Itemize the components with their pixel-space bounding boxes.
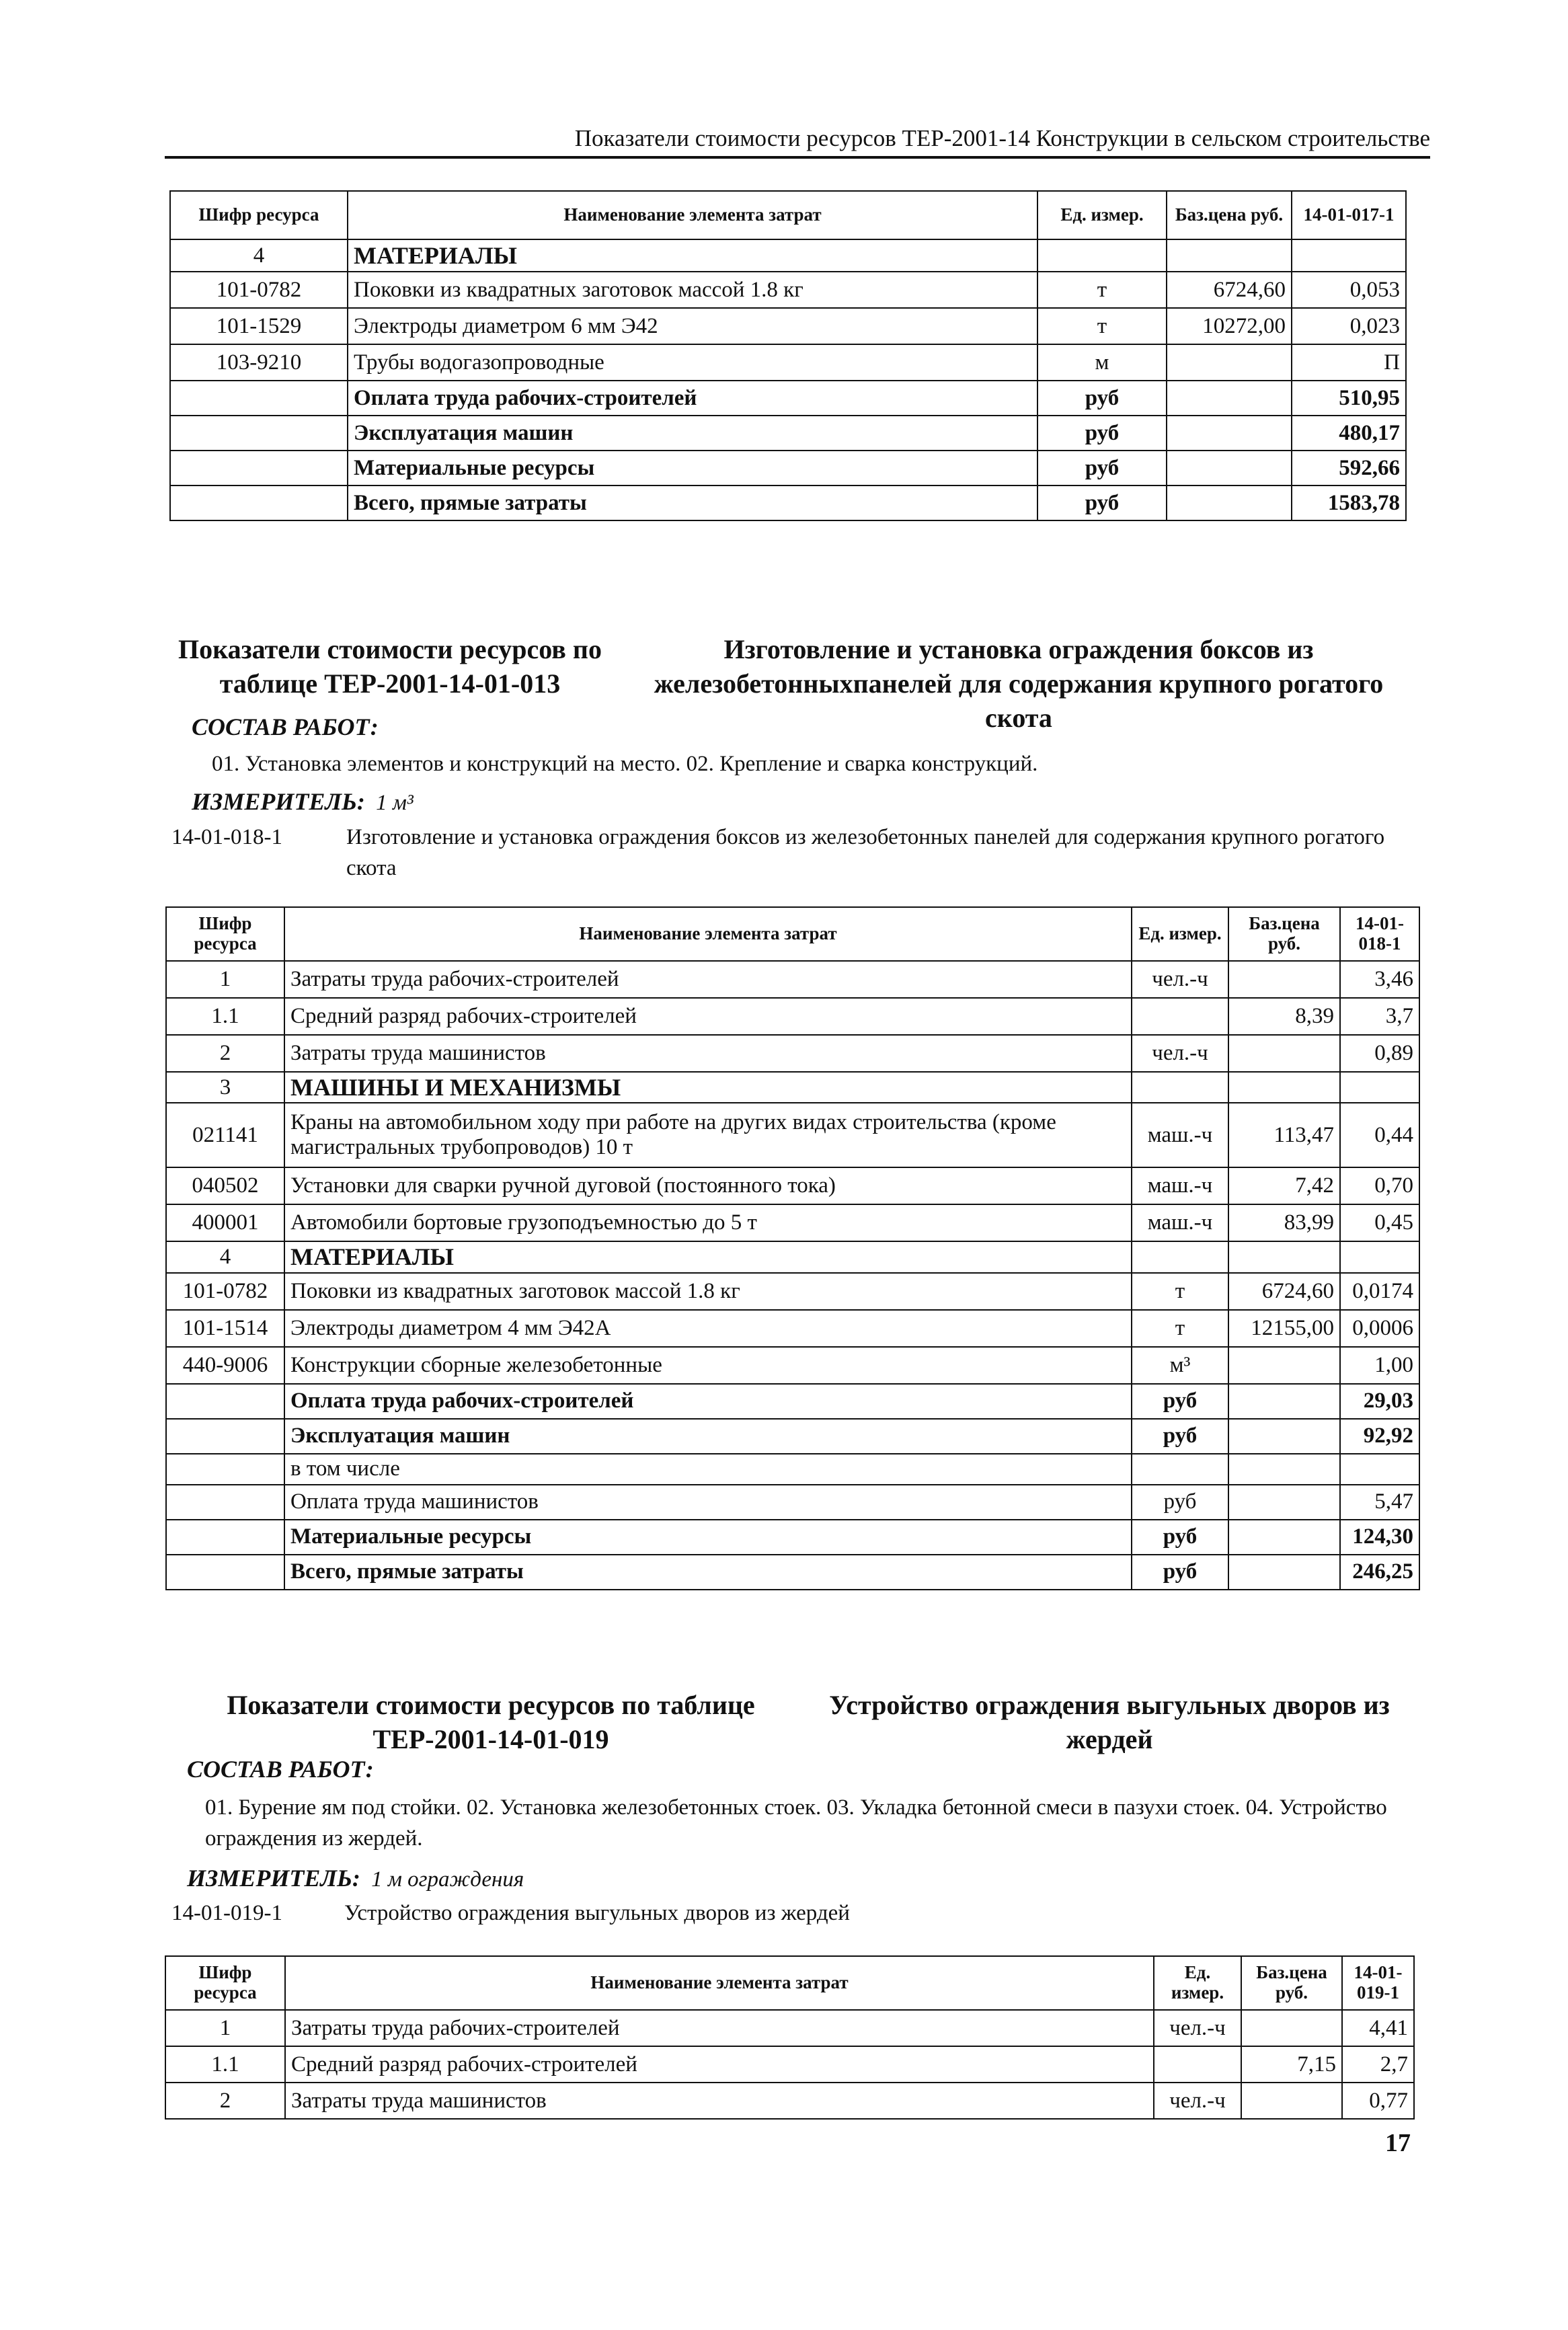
cell-code: 2 bbox=[165, 2083, 285, 2119]
cell-name: Оплата труда машинистов bbox=[284, 1485, 1132, 1520]
cell-name: Трубы водогазопроводные bbox=[348, 344, 1037, 381]
cell-value: 2,7 bbox=[1342, 2046, 1414, 2083]
cell-price bbox=[1228, 1347, 1340, 1384]
meter-value: 1 м ограждения bbox=[371, 1867, 524, 1892]
cell-name: в том числе bbox=[284, 1454, 1132, 1485]
cell-name: Материальные ресурсы bbox=[348, 451, 1037, 486]
cell-code: 101-0782 bbox=[166, 1273, 284, 1310]
table-row bbox=[170, 451, 1406, 486]
cell-price: 12155,00 bbox=[1228, 1310, 1340, 1347]
table-header-row bbox=[165, 1956, 1414, 2010]
cell-value: 0,77 bbox=[1342, 2083, 1414, 2119]
cell-unit bbox=[1132, 1454, 1228, 1485]
cell-price bbox=[1167, 486, 1292, 520]
cell-unit: руб bbox=[1037, 381, 1167, 416]
cell-unit: т bbox=[1037, 308, 1167, 344]
cell-value: 1,00 bbox=[1340, 1347, 1419, 1384]
cell-price bbox=[1228, 1384, 1340, 1419]
cell-price bbox=[1228, 1072, 1340, 1103]
cell-name: Краны на автомобильном ходу при работе на других видах строительства (кроме магистральных трубопроводов) 10 т bbox=[284, 1103, 1132, 1167]
cell-value: 0,0006 bbox=[1340, 1310, 1419, 1347]
cell-code: 3 bbox=[166, 1072, 284, 1103]
cell-price bbox=[1228, 1241, 1340, 1272]
table-row bbox=[166, 1310, 1419, 1347]
cell-price bbox=[1228, 1035, 1340, 1072]
table-row bbox=[165, 2046, 1414, 2083]
cell-name: Поковки из квадратных заготовок массой 1.8 кг bbox=[284, 1273, 1132, 1310]
header-cost-element: Наименование элемента затрат bbox=[348, 191, 1037, 239]
table-row bbox=[170, 344, 1406, 381]
cell-code: 021141 bbox=[166, 1103, 284, 1167]
cell-code: 440-9006 bbox=[166, 1347, 284, 1384]
table-row bbox=[166, 998, 1419, 1035]
cell-price bbox=[1167, 239, 1292, 272]
cell-value: 592,66 bbox=[1292, 451, 1406, 486]
cell-price bbox=[1167, 344, 1292, 381]
cell-unit: т bbox=[1132, 1273, 1228, 1310]
cell-unit bbox=[1037, 239, 1167, 272]
table-row bbox=[170, 308, 1406, 344]
cell-code bbox=[170, 486, 348, 520]
cell-unit: руб bbox=[1037, 486, 1167, 520]
cell-unit: м bbox=[1037, 344, 1167, 381]
cell-price: 7,15 bbox=[1241, 2046, 1342, 2083]
running-header: Показатели стоимости ресурсов ТЕР-2001-14 Конструкции в сельском строительстве bbox=[165, 125, 1430, 159]
cell-code: 101-0782 bbox=[170, 272, 348, 308]
cell-price bbox=[1167, 381, 1292, 416]
cell-unit bbox=[1132, 1072, 1228, 1103]
cell-code: 4 bbox=[166, 1241, 284, 1272]
cell-section-title: МАШИНЫ И МЕХАНИЗМЫ bbox=[284, 1072, 1132, 1103]
cell-code: 1 bbox=[165, 2010, 285, 2046]
table-row bbox=[165, 2083, 1414, 2119]
norm-description: Изготовление и установка ограждения боксов из железобетонных панелей для содержания крупного рогатого скота bbox=[346, 825, 1385, 881]
cell-section-title: МАТЕРИАЛЫ bbox=[348, 239, 1037, 272]
cell-name: Автомобили бортовые грузоподъемностью до 5 т bbox=[284, 1204, 1132, 1241]
cell-unit: руб bbox=[1037, 451, 1167, 486]
meter-value: 1 м³ bbox=[376, 791, 414, 815]
cell-unit: чел.-ч bbox=[1132, 961, 1228, 998]
meter-line bbox=[187, 1861, 524, 1895]
cell-price bbox=[1228, 961, 1340, 998]
norm-description: Устройство ограждения выгульных дворов из жердей bbox=[344, 1901, 850, 1925]
cell-price bbox=[1241, 2083, 1342, 2119]
norm-code: 14-01-018-1 bbox=[171, 825, 282, 849]
table-row bbox=[170, 381, 1406, 416]
cell-name: Средний разряд рабочих-строителей bbox=[285, 2046, 1154, 2083]
cell-price: 7,42 bbox=[1228, 1167, 1340, 1204]
table-header-row bbox=[170, 191, 1406, 239]
cell-name: Конструкции сборные железобетонные bbox=[284, 1347, 1132, 1384]
cell-unit: т bbox=[1132, 1310, 1228, 1347]
cell-value: 29,03 bbox=[1340, 1384, 1419, 1419]
table-row bbox=[170, 239, 1406, 272]
cell-price bbox=[1228, 1520, 1340, 1555]
cell-code bbox=[166, 1384, 284, 1419]
cell-name: Затраты труда машинистов bbox=[285, 2083, 1154, 2119]
cell-name: Установки для сварки ручной дуговой (постоянного тока) bbox=[284, 1167, 1132, 1204]
cell-name: Затраты труда рабочих-строителей bbox=[284, 961, 1132, 998]
table-row bbox=[170, 416, 1406, 451]
section-title-right: Изготовление и установка ограждения боксов из железобетонныхпанелей для содержания крупного рогатого скота bbox=[654, 634, 1384, 734]
cell-unit: маш.-ч bbox=[1132, 1167, 1228, 1204]
cell-value bbox=[1340, 1454, 1419, 1485]
cell-name: Всего, прямые затраты bbox=[284, 1555, 1132, 1590]
cell-name: Всего, прямые затраты bbox=[348, 486, 1037, 520]
cell-unit: руб bbox=[1132, 1520, 1228, 1555]
cell-unit: чел.-ч bbox=[1154, 2010, 1241, 2046]
cell-code: 2 bbox=[166, 1035, 284, 1072]
cell-code bbox=[170, 381, 348, 416]
cell-name: Электроды диаметром 4 мм Э42А bbox=[284, 1310, 1132, 1347]
header-resource-code: Шифр ресурса bbox=[170, 191, 348, 239]
cell-name: Эксплуатация машин bbox=[348, 416, 1037, 451]
meter-label: ИЗМЕРИТЕЛЬ: bbox=[187, 1865, 360, 1892]
cell-code bbox=[170, 451, 348, 486]
table-header-row bbox=[166, 907, 1419, 961]
cell-name: Электроды диаметром 6 мм Э42 bbox=[348, 308, 1037, 344]
table-row bbox=[166, 1485, 1419, 1520]
section-title-left: Показатели стоимости ресурсов по таблице ТЕР-2001-14-01-019 bbox=[227, 1690, 755, 1755]
cell-value: 510,95 bbox=[1292, 381, 1406, 416]
cell-price: 113,47 bbox=[1228, 1103, 1340, 1167]
table-row bbox=[166, 1241, 1419, 1272]
cell-price bbox=[1228, 1454, 1340, 1485]
cell-price bbox=[1228, 1555, 1340, 1590]
meter-line bbox=[192, 785, 414, 818]
table-row bbox=[165, 2010, 1414, 2046]
table-row bbox=[166, 1520, 1419, 1555]
cell-code bbox=[166, 1454, 284, 1485]
cell-price: 6724,60 bbox=[1228, 1273, 1340, 1310]
cell-name: Поковки из квадратных заготовок массой 1.8 кг bbox=[348, 272, 1037, 308]
cell-unit: чел.-ч bbox=[1132, 1035, 1228, 1072]
cell-name: Затраты труда рабочих-строителей bbox=[285, 2010, 1154, 2046]
cell-unit: маш.-ч bbox=[1132, 1204, 1228, 1241]
cell-code bbox=[170, 416, 348, 451]
table-row bbox=[170, 272, 1406, 308]
cell-code: 101-1514 bbox=[166, 1310, 284, 1347]
cell-value bbox=[1340, 1241, 1419, 1272]
table-row bbox=[166, 1273, 1419, 1310]
cell-value: 92,92 bbox=[1340, 1419, 1419, 1454]
table-row bbox=[170, 486, 1406, 520]
cell-value: 480,17 bbox=[1292, 416, 1406, 451]
works-heading: СОСТАВ РАБОТ: bbox=[187, 1756, 374, 1783]
cell-code: 101-1529 bbox=[170, 308, 348, 344]
header-cost-element: Наименование элемента затрат bbox=[284, 907, 1132, 961]
cell-unit: руб bbox=[1132, 1384, 1228, 1419]
table-row bbox=[166, 1454, 1419, 1485]
table-row bbox=[166, 1555, 1419, 1590]
cell-code: 4 bbox=[170, 239, 348, 272]
cell-name: Оплата труда рабочих-строителей bbox=[348, 381, 1037, 416]
table-row bbox=[166, 1204, 1419, 1241]
cell-name: Оплата труда рабочих-строителей bbox=[284, 1384, 1132, 1419]
cell-price: 83,99 bbox=[1228, 1204, 1340, 1241]
meter-label: ИЗМЕРИТЕЛЬ: bbox=[192, 788, 365, 815]
table-row bbox=[166, 1035, 1419, 1072]
cell-value: 4,41 bbox=[1342, 2010, 1414, 2046]
cell-value bbox=[1340, 1072, 1419, 1103]
cell-code: 1.1 bbox=[165, 2046, 285, 2083]
section-title-right: Устройство ограждения выгульных дворов из жердей bbox=[829, 1690, 1390, 1755]
cell-value bbox=[1292, 239, 1406, 272]
cell-unit: руб bbox=[1132, 1419, 1228, 1454]
page-number: 17 bbox=[1385, 2129, 1411, 2157]
table-row bbox=[166, 1072, 1419, 1103]
cell-code: 1 bbox=[166, 961, 284, 998]
table-row bbox=[166, 1103, 1419, 1167]
cell-code: 040502 bbox=[166, 1167, 284, 1204]
cell-price: 10272,00 bbox=[1167, 308, 1292, 344]
cell-unit bbox=[1154, 2046, 1241, 2083]
table-row bbox=[166, 961, 1419, 998]
cell-code bbox=[166, 1520, 284, 1555]
cell-unit: чел.-ч bbox=[1154, 2083, 1241, 2119]
cell-code bbox=[166, 1555, 284, 1590]
cell-code: 1.1 bbox=[166, 998, 284, 1035]
cell-name: Материальные ресурсы bbox=[284, 1520, 1132, 1555]
cell-price bbox=[1241, 2010, 1342, 2046]
cell-unit bbox=[1132, 998, 1228, 1035]
header-base-price: Баз.цена руб. bbox=[1228, 907, 1340, 961]
cost-table-14-01-019 bbox=[165, 1955, 1415, 2120]
section-title-left: Показатели стоимости ресурсов по таблице ТЕР-2001-14-01-013 bbox=[178, 634, 602, 699]
cell-value: 0,70 bbox=[1340, 1167, 1419, 1204]
header-norm: 14-01-018-1 bbox=[1340, 907, 1419, 961]
cost-table-14-01-017 bbox=[169, 190, 1407, 521]
header-unit: Ед. измер. bbox=[1132, 907, 1228, 961]
table-row bbox=[166, 1419, 1419, 1454]
norm-code: 14-01-019-1 bbox=[171, 1901, 282, 1925]
cell-unit bbox=[1132, 1241, 1228, 1272]
cell-unit: руб bbox=[1132, 1485, 1228, 1520]
cell-price bbox=[1228, 1485, 1340, 1520]
cell-section-title: МАТЕРИАЛЫ bbox=[284, 1241, 1132, 1272]
cell-unit: руб bbox=[1037, 416, 1167, 451]
cell-value: 0,023 bbox=[1292, 308, 1406, 344]
cell-price bbox=[1228, 1419, 1340, 1454]
header-base-price: Баз.цена руб. bbox=[1241, 1956, 1342, 2010]
cell-unit: т bbox=[1037, 272, 1167, 308]
cell-unit: м³ bbox=[1132, 1347, 1228, 1384]
works-text: 01. Бурение ям под стойки. 02. Установка железобетонных стоек. 03. Укладка бетонной смеси в пазухи стоек. 04. Устройство ограждения из жердей. bbox=[205, 1795, 1387, 1851]
cell-unit: маш.-ч bbox=[1132, 1103, 1228, 1167]
table-row bbox=[166, 1347, 1419, 1384]
header-unit: Ед. измер. bbox=[1154, 1956, 1241, 2010]
works-heading: СОСТАВ РАБОТ: bbox=[192, 713, 379, 740]
header-cost-element: Наименование элемента затрат bbox=[285, 1956, 1154, 2010]
cell-price bbox=[1167, 416, 1292, 451]
cell-code bbox=[166, 1485, 284, 1520]
table-row bbox=[166, 1167, 1419, 1204]
cell-value: 5,47 bbox=[1340, 1485, 1419, 1520]
cell-value: 0,44 bbox=[1340, 1103, 1419, 1167]
cell-unit: руб bbox=[1132, 1555, 1228, 1590]
cell-value: 0,45 bbox=[1340, 1204, 1419, 1241]
cell-value: 3,7 bbox=[1340, 998, 1419, 1035]
cell-name: Средний разряд рабочих-строителей bbox=[284, 998, 1132, 1035]
cell-name: Затраты труда машинистов bbox=[284, 1035, 1132, 1072]
header-resource-code: Шифр ресурса bbox=[165, 1956, 285, 2010]
cell-code: 103-9210 bbox=[170, 344, 348, 381]
table-row bbox=[166, 1384, 1419, 1419]
cell-value: 1583,78 bbox=[1292, 486, 1406, 520]
cell-code bbox=[166, 1419, 284, 1454]
header-norm: 14-01-017-1 bbox=[1292, 191, 1406, 239]
cell-value: П bbox=[1292, 344, 1406, 381]
works-text: 01. Установка элементов и конструкций на место. 02. Крепление и сварка конструкций. bbox=[212, 752, 1038, 776]
header-norm: 14-01-019-1 bbox=[1342, 1956, 1414, 2010]
cost-table-14-01-018 bbox=[165, 906, 1420, 1590]
cell-value: 0,053 bbox=[1292, 272, 1406, 308]
cell-value: 246,25 bbox=[1340, 1555, 1419, 1590]
cell-value: 124,30 bbox=[1340, 1520, 1419, 1555]
cell-value: 3,46 bbox=[1340, 961, 1419, 998]
header-resource-code: Шифр ресурса bbox=[166, 907, 284, 961]
cell-name: Эксплуатация машин bbox=[284, 1419, 1132, 1454]
cell-price: 8,39 bbox=[1228, 998, 1340, 1035]
cell-price bbox=[1167, 451, 1292, 486]
cell-value: 0,89 bbox=[1340, 1035, 1419, 1072]
cell-value: 0,0174 bbox=[1340, 1273, 1419, 1310]
cell-price: 6724,60 bbox=[1167, 272, 1292, 308]
cell-code: 400001 bbox=[166, 1204, 284, 1241]
header-base-price: Баз.цена руб. bbox=[1167, 191, 1292, 239]
header-unit: Ед. измер. bbox=[1037, 191, 1167, 239]
